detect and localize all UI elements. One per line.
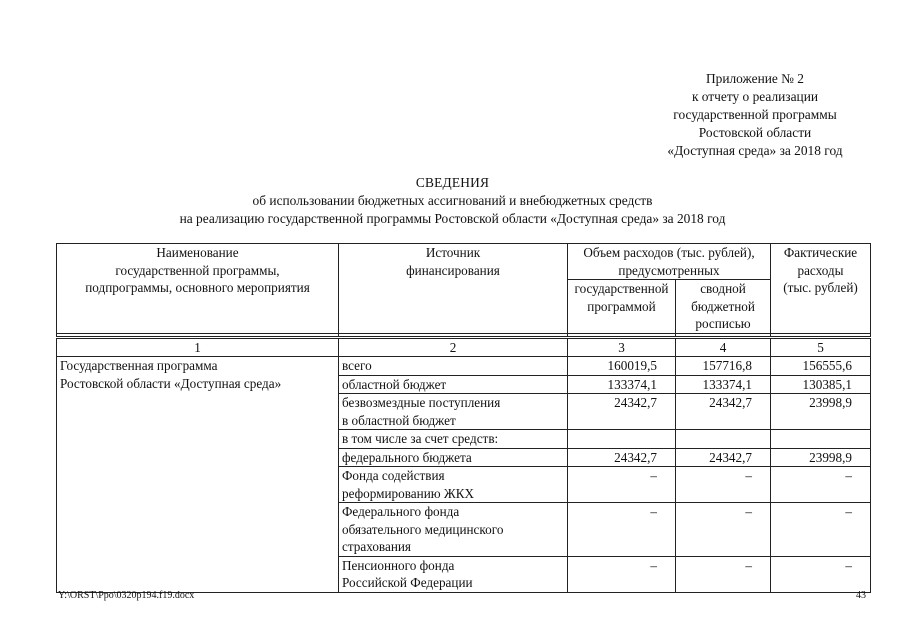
funding-source-cell (339, 448, 568, 467)
header-actual-expenses: Фактические расходы (тыс. рублей) (771, 244, 871, 334)
appendix-line: государственной программы (673, 107, 837, 122)
funding-source-cell (339, 394, 568, 430)
appendix-header (600, 70, 905, 160)
funding-source-line: всего (342, 358, 372, 373)
funding-source-line: Российской Федерации (342, 575, 473, 590)
funding-source-line: областной бюджет (342, 376, 447, 392)
funding-source-line: Федерального фонда (342, 504, 460, 519)
planned-amount-cell: 133374,1 (568, 375, 676, 394)
funding-source-line: страхования (342, 539, 411, 554)
funding-source-line: Фонда содействия (342, 468, 445, 483)
header-row (57, 244, 871, 280)
budget-amount-cell: – (676, 467, 771, 503)
actual-amount-cell: – (771, 503, 871, 557)
planned-amount-cell (568, 430, 676, 449)
footer-file-path: Y:\ORST\Ppo\0320p194.f19.docx (58, 590, 195, 601)
budget-amount-cell: 24342,7 (676, 394, 771, 430)
appendix-line: Приложение № 2 (705, 71, 805, 86)
actual-amount-cell: 130385,1 (771, 375, 871, 394)
funding-source-line: федерального бюджета (342, 449, 472, 465)
actual-amount-cell: 156555,6 (771, 357, 871, 376)
budget-amount-cell: – (676, 503, 771, 557)
funding-source-line: в областной бюджет (342, 412, 456, 428)
header-budget-schedule: сводной бюджетной росписью (676, 280, 771, 334)
header-planned-expenses: Объем расходов (тыс. рублей), предусмотренных (568, 244, 771, 280)
column-number: 3 (568, 337, 676, 357)
actual-amount-cell: 23998,9 (771, 394, 871, 430)
column-number: 5 (771, 337, 871, 357)
budget-amount-cell (676, 430, 771, 449)
header-funding-source: Источник финансирования (339, 244, 568, 334)
budget-amount-cell: 133374,1 (676, 375, 771, 394)
funding-source-cell (339, 375, 568, 394)
document-subtitle: об использовании бюджетных ассигнований и внебюджетных средств (252, 193, 653, 208)
header-program-name: Наименование государственной программы, подпрограммы, основного мероприятия (57, 244, 339, 334)
column-number: 1 (57, 337, 339, 357)
funding-source-line: реформированию ЖКХ (342, 485, 475, 501)
funding-source-line: Пенсионного фонда (342, 557, 455, 573)
actual-amount-cell: 23998,9 (771, 448, 871, 467)
planned-amount-cell: 24342,7 (568, 448, 676, 467)
budget-amount-cell: – (676, 556, 771, 592)
funding-source-line: в том числе за счет средств: (342, 431, 499, 446)
planned-amount-cell: 24342,7 (568, 394, 676, 430)
funding-source-cell (339, 467, 568, 503)
funding-source-cell (339, 556, 568, 592)
header-program-plan: государственной программой (568, 280, 676, 334)
program-name-cell (57, 357, 339, 593)
column-number-row (57, 337, 871, 357)
appendix-line: Ростовской области (698, 125, 812, 140)
planned-amount-cell: – (568, 556, 676, 592)
funding-source-line: обязательного медицинского (342, 521, 504, 537)
funding-source-cell (339, 503, 568, 557)
actual-amount-cell (771, 430, 871, 449)
program-name-line: Государственная программа (60, 358, 218, 373)
column-number: 4 (676, 337, 771, 357)
budget-amount-cell: 24342,7 (676, 448, 771, 467)
document-subtitle: на реализацию государственной программы Ростовской области «Доступная среда» за 2018 год (179, 211, 726, 226)
actual-amount-cell: – (771, 556, 871, 592)
funding-source-cell (339, 430, 568, 449)
document-title: СВЕДЕНИЯ (415, 175, 490, 190)
budget-amount-cell: 157716,8 (676, 357, 771, 376)
funding-source-line: безвозмездные поступления (342, 395, 501, 410)
planned-amount-cell: – (568, 467, 676, 503)
footer-page-number: 43 (856, 590, 866, 601)
table-row (57, 357, 871, 376)
budget-table (56, 243, 871, 593)
planned-amount-cell: – (568, 503, 676, 557)
column-number: 2 (339, 337, 568, 357)
document-heading (0, 174, 905, 228)
appendix-line: к отчету о реализации (691, 89, 819, 104)
appendix-line: «Доступная среда» за 2018 год (667, 143, 843, 158)
budget-table-body (57, 244, 871, 593)
planned-amount-cell: 160019,5 (568, 357, 676, 376)
actual-amount-cell: – (771, 467, 871, 503)
program-name-line: Ростовской области «Доступная среда» (60, 375, 282, 391)
funding-source-cell (339, 357, 568, 376)
